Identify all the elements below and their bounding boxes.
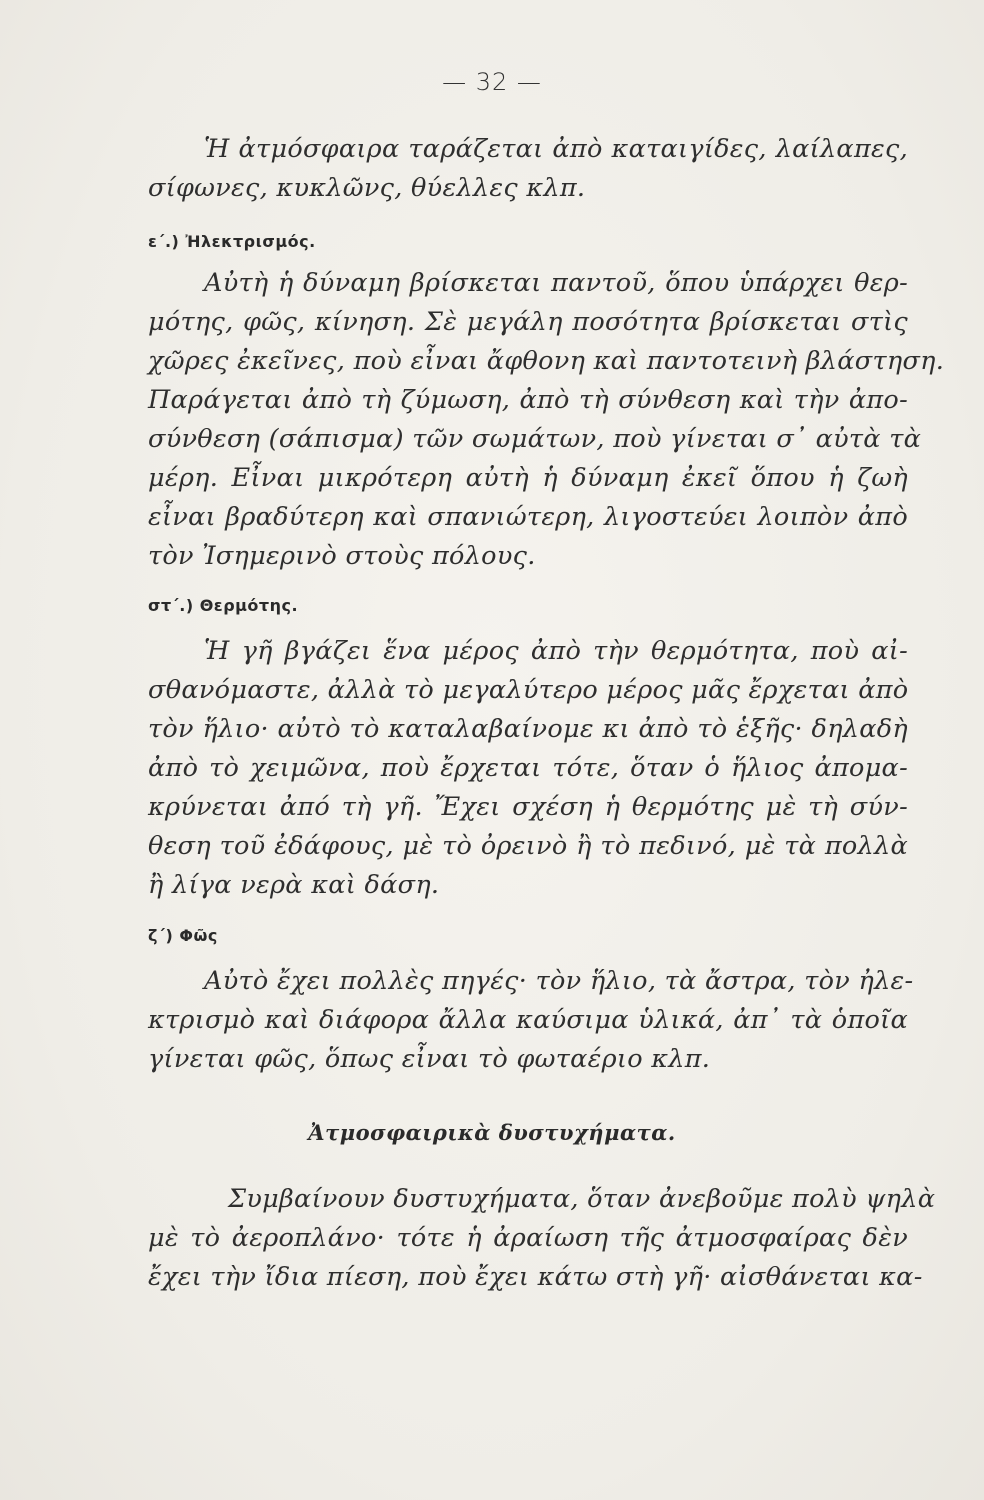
section-heading-light: ζ΄) Φῶς: [148, 926, 218, 945]
paragraph-electricity: [148, 264, 945, 576]
text-line: μὲ τὸ ἀεροπλάνο· τότε ἡ ἀραίωση τῆς ἀτμοσφαίρας δὲν: [148, 1223, 908, 1253]
section-heading-electricity: ε΄.) Ἠλεκτρισμός.: [148, 232, 316, 251]
text-line: τὸν ἥλιο· αὐτὸ τὸ καταλαβαίνομε κι ἀπὸ τὸ ἑξῆς· δηλαδὴ: [148, 714, 908, 744]
text-line: μέρη. Εἶναι μικρότερη αὐτὴ ἡ δύναμη ἐκεῖ ὅπου ἡ ζωὴ: [148, 463, 908, 493]
text-line: σύνθεση (σάπισμα) τῶν σωμάτων, ποὺ γίνεται σ᾽ αὐτὰ τὰ: [148, 424, 922, 454]
text-line: Παράγεται ἀπὸ τὴ ζύμωση, ἀπὸ τὴ σύνθεση καὶ τὴν ἀπο-: [148, 385, 908, 415]
text-line: ἀπὸ τὸ χειμῶνα, ποὺ ἔρχεται τότε, ὅταν ὁ ἥλιος ἀπομα-: [148, 753, 908, 783]
text-line: ἢ λίγα νερὰ καὶ δάση.: [148, 870, 440, 900]
text-line: Αὐτὸ ἔχει πολλὲς πηγές· τὸν ἥλιο, τὰ ἄστρα, τὸν ἠλε-: [204, 966, 914, 996]
text-line: σθανόμαστε, ἀλλὰ τὸ μεγαλύτερο μέρος μᾶς ἔρχεται ἀπὸ: [148, 675, 909, 705]
text-line: Αὐτὴ ἡ δύναμη βρίσκεται παντοῦ, ὅπου ὑπάρχει θερ-: [204, 268, 908, 298]
text-line: γίνεται φῶς, ὅπως εἶναι τὸ φωταέριο κλπ.: [148, 1044, 711, 1074]
paragraph-light: [148, 962, 914, 1079]
section-heading-atmospheric-accidents: Ἀτμοσφαιρικὰ δυστυχήματα.: [308, 1120, 676, 1145]
text-line: κρύνεται ἀπό τὴ γῆ. Ἔχει σχέση ἡ θερμότης μὲ τὴ σύν-: [148, 792, 908, 822]
text-line: ἔχει τὴν ἴδια πίεση, ποὺ ἔχει κάτω στὴ γῆ· αἰσθάνεται κα-: [148, 1262, 923, 1292]
text-line: κτρισμὸ καὶ διάφορα ἄλλα καύσιμα ὑλικά, ἀπ᾽ τὰ ὁποῖα: [148, 1005, 908, 1035]
text-line: θεση τοῦ ἐδάφους, μὲ τὸ ὀρεινὸ ἢ τὸ πεδινό, μὲ τὰ πολλὰ: [148, 831, 908, 861]
text-line: εἶναι βραδύτερη καὶ σπανιώτερη, λιγοστεύει λοιπὸν ἀπὸ: [148, 502, 908, 532]
page-number: — 32 —: [442, 68, 542, 96]
text-line: χῶρες ἐκεῖνες, ποὺ εἶναι ἄφθονη καὶ παντοτεινὴ βλάστηση.: [148, 346, 945, 376]
text-line: Ἡ ἀτμόσφαιρα ταράζεται ἀπὸ καταιγίδες, λαίλαπες,: [204, 134, 908, 164]
paragraph-heat: [148, 632, 908, 905]
paragraph-atmosphere-disturbances: [148, 130, 908, 208]
text-line: Ἡ γῆ βγάζει ἕνα μέρος ἀπὸ τὴν θερμότητα, ποὺ αἰ-: [204, 636, 908, 666]
text-line: τὸν Ἰσημερινὸ στοὺς πόλους.: [148, 541, 536, 571]
section-heading-heat: στ΄.) Θερμότης.: [148, 596, 299, 615]
text-line: μότης, φῶς, κίνηση. Σὲ μεγάλη ποσότητα βρίσκεται στὶς: [148, 307, 908, 337]
text-line: Συμβαίνουν δυστυχήματα, ὅταν ἀνεβοῦμε πολὺ ψηλὰ: [228, 1184, 936, 1214]
paragraph-accidents: [148, 1180, 936, 1297]
text-line: σίφωνες, κυκλῶνς, θύελλες κλπ.: [148, 173, 586, 203]
